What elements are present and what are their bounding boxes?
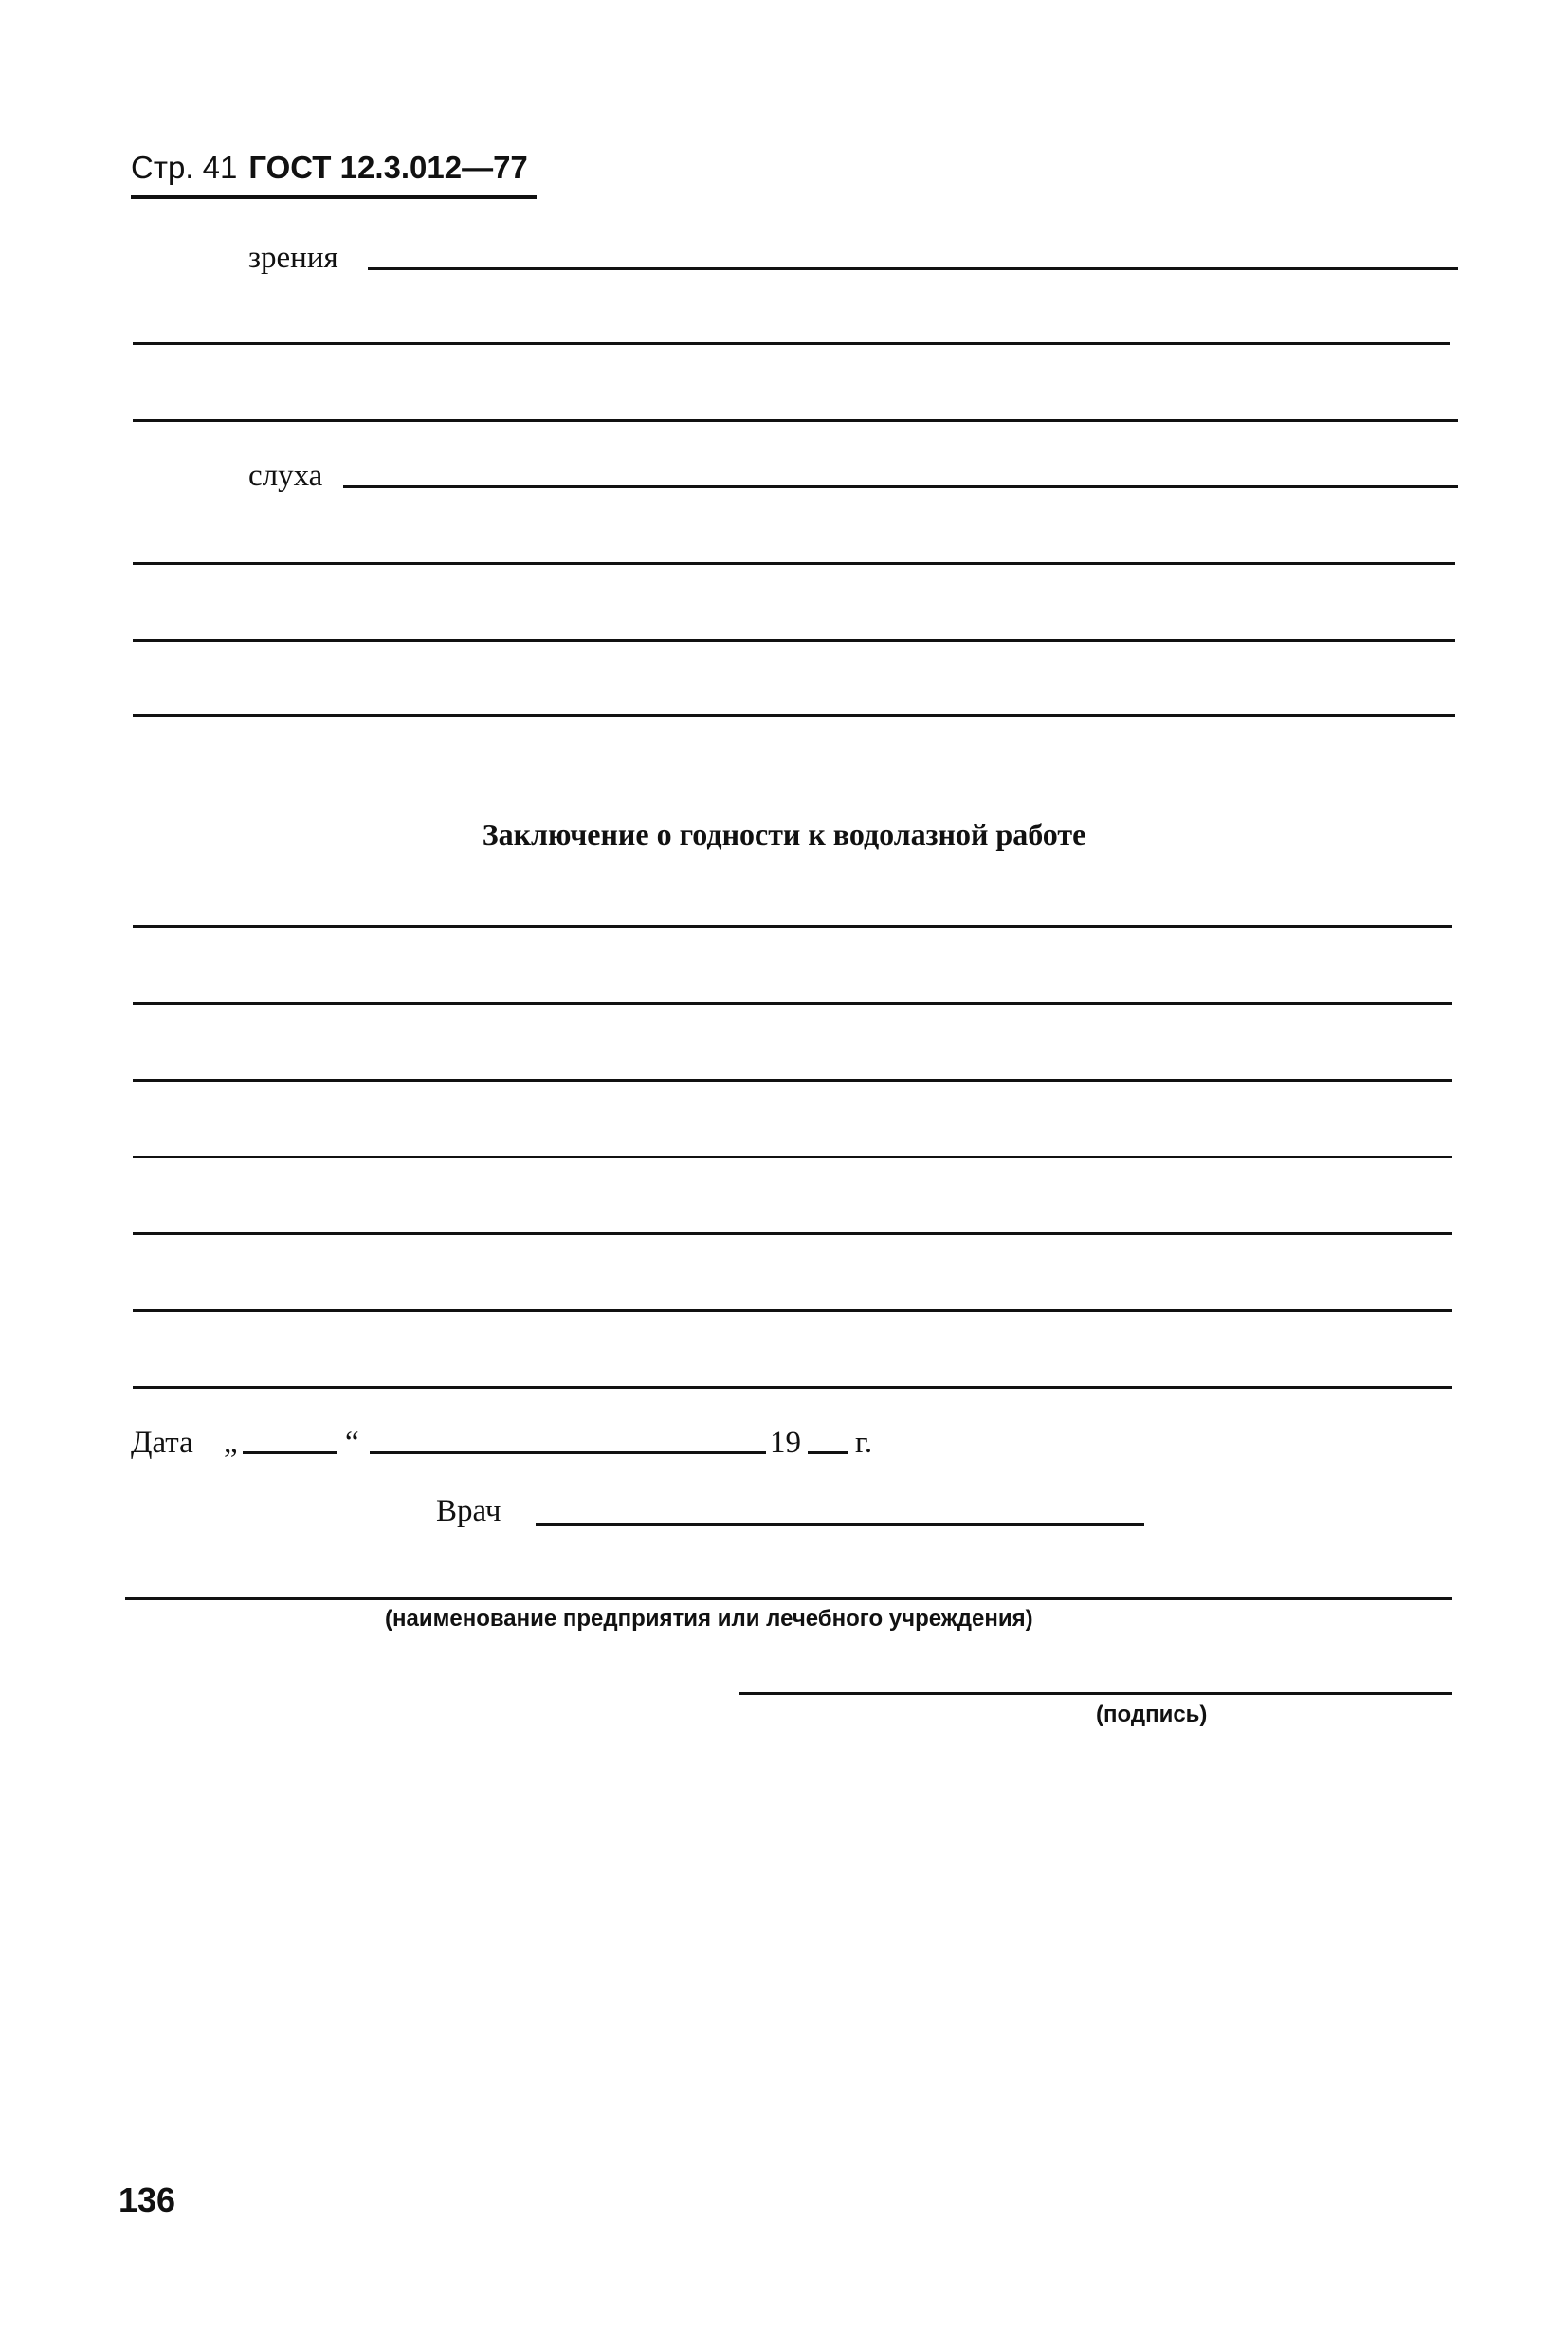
date-label: Дата (131, 1426, 193, 1460)
conclusion-line-7[interactable] (133, 1386, 1452, 1389)
conclusion-line-1[interactable] (133, 925, 1452, 928)
date-open-quote: „ (224, 1426, 238, 1460)
date-month-line[interactable] (370, 1451, 766, 1454)
hearing-fill-line-3[interactable] (133, 639, 1455, 642)
conclusion-line-6[interactable] (133, 1309, 1452, 1312)
hearing-label: слуха (248, 459, 323, 493)
header-underline (131, 195, 537, 199)
signature-line[interactable] (739, 1692, 1452, 1695)
date-year-suffix: г. (855, 1426, 873, 1460)
date-year-line[interactable] (808, 1451, 848, 1454)
conclusion-line-2[interactable] (133, 1002, 1452, 1005)
vision-fill-line-3[interactable] (133, 419, 1458, 422)
doctor-label: Врач (436, 1494, 501, 1528)
vision-fill-line-2[interactable] (133, 342, 1450, 345)
hearing-fill-line-4[interactable] (133, 714, 1455, 717)
standard-designation: ГОСТ 12.3.012—77 (248, 150, 528, 185)
organization-line[interactable] (125, 1597, 1452, 1600)
page-label: Стр. 41 (131, 150, 238, 185)
doctor-name-line[interactable] (536, 1523, 1144, 1526)
running-header (131, 150, 528, 186)
date-close-quote: “ (345, 1426, 359, 1460)
conclusion-title: Заключение о годности к водолазной работе (482, 817, 1086, 851)
date-year-prefix: 19 (770, 1426, 801, 1460)
date-day-line[interactable] (243, 1451, 337, 1454)
organization-caption: (наименование предприятия или лечебного учреждения) (385, 1606, 1033, 1631)
conclusion-line-3[interactable] (133, 1079, 1452, 1082)
hearing-fill-line[interactable] (343, 485, 1458, 488)
page-number: 136 (119, 2180, 176, 2219)
vision-label: зрения (248, 241, 338, 275)
conclusion-line-4[interactable] (133, 1156, 1452, 1158)
hearing-fill-line-2[interactable] (133, 562, 1455, 565)
signature-caption: (подпись) (1096, 1702, 1208, 1727)
vision-fill-line[interactable] (368, 267, 1458, 270)
conclusion-line-5[interactable] (133, 1232, 1452, 1235)
